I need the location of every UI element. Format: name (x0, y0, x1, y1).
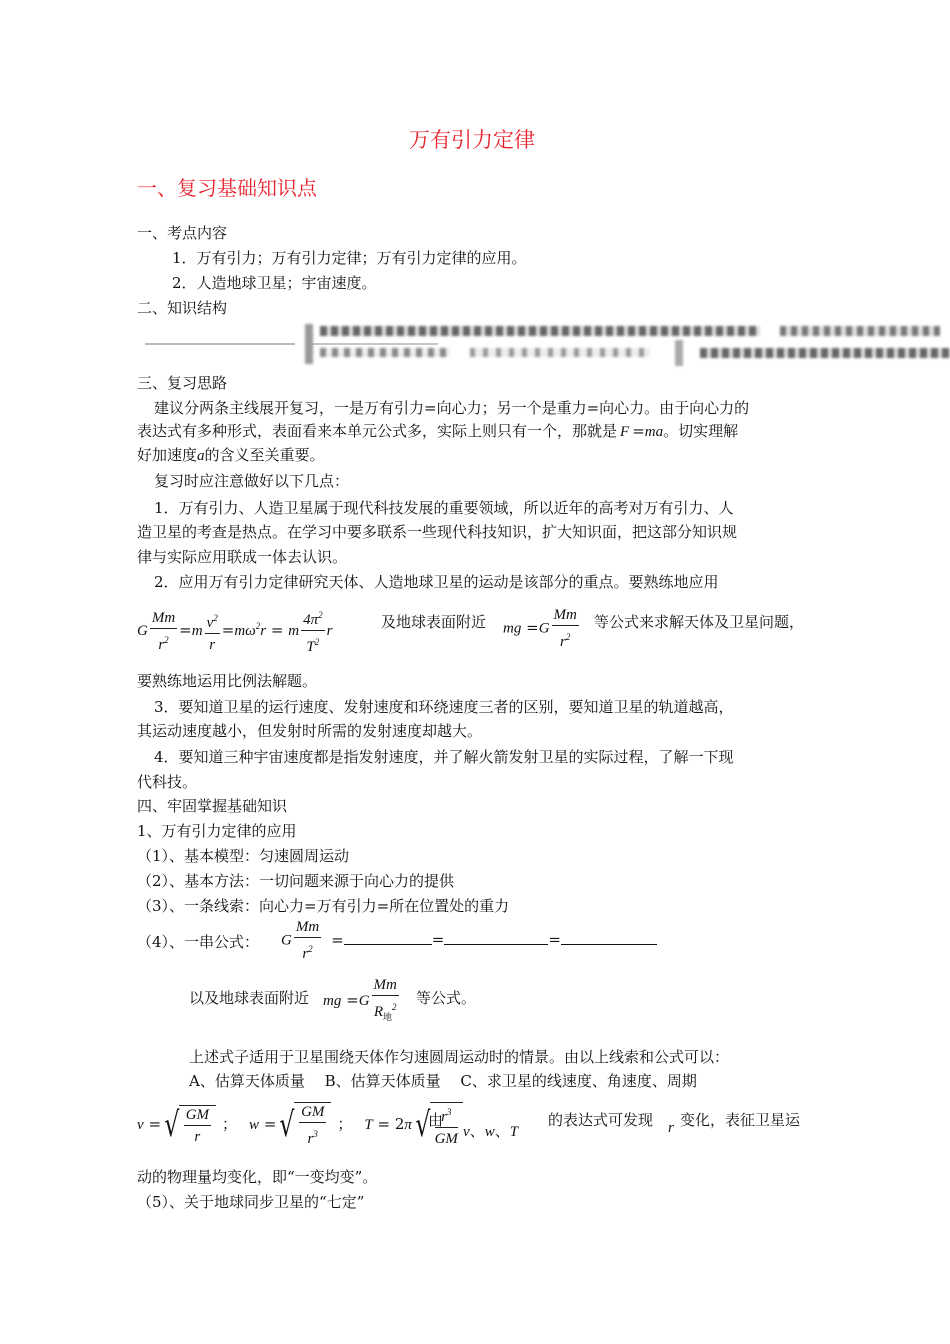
point-2-mid-text: 及地球表面附近 (381, 613, 487, 631)
sl-paragraph-line-1: 建议分两条主线展开复习，一是万有引力=向心力；另一个是重力=向心力。由于向心力的 (154, 399, 750, 417)
sl-paragraph-line-4: 复习时应注意做好以下几点： (154, 472, 350, 490)
s4-item-2: （2）、基本方法：一切问题来源于向心力的提供 (137, 872, 455, 890)
s4-item-4b-pre: 以及地球表面附近 (189, 989, 310, 1007)
s4-vars: v、w、T (463, 1122, 519, 1140)
point-3-line-2: 其运动速度越小，但发射时所需的发射速度却越大。 (137, 722, 483, 740)
s4-item-1: （1）、基本模型：匀速圆周运动 (137, 847, 350, 865)
knowledge-structure-image (140, 320, 950, 368)
s4-options: A、估算天体质量 B、估算天体质量 C、求卫星的线速度、角速度、周期 (189, 1072, 697, 1090)
s4-heading: 四、牢固掌握基础知识 (137, 797, 288, 815)
s4-item-3: （3）、一条线索：向心力=万有引力=所在位置处的重力 (137, 897, 510, 915)
s4-item-4-formula: G $\frac{Mm}{r^2}$ = = = (281, 918, 657, 963)
s4-description: 上述式子适用于卫星围绕天体作匀速圆周运动时的情景。由以上线索和公式可以： (189, 1048, 730, 1066)
s4-item-4-label: （4）、一串公式： (137, 933, 260, 951)
point-2-surface-formula: mg =G $\frac{Mm}{r^2}$ (503, 607, 577, 650)
sl-heading: 三、复习思路 (137, 374, 228, 392)
s4-item-4b-formula: mg =G $\frac{Mm}{R_地^2}$ (323, 977, 397, 1022)
kd-heading: 一、考点内容 (137, 224, 228, 242)
point-1-line-2: 造卫星的考查是热点。在学习中要多联系一些现代科技知识，扩大知识面，把这部分知识规 (137, 523, 738, 541)
point-2-formula-line: G $\frac{Mm}{r^2}$ =m $\frac{v^2}{r}$ $=m\omega^2r = m$ $\frac{4\pi^2}{T^2}$ r (137, 606, 332, 656)
page-title: 万有引力定律 (409, 128, 535, 152)
point-2-last-line: 要熟练地运用比例法解题。 (137, 672, 318, 690)
point-4-line-2: 代科技。 (137, 773, 198, 791)
s4-subheading: 1、万有引力定律的应用 (137, 822, 297, 840)
point-1-line-3: 律与实际应用联成一体去认识。 (137, 548, 348, 566)
section-heading: 一、复习基础知识点 (137, 176, 317, 200)
point-2-end-text: 等公式来求解天体及卫星问题， (594, 613, 805, 631)
s4-formula-end: 变化，表征卫星运 (680, 1111, 801, 1129)
kd-item-1: 1．万有引力；万有引力定律；万有引力定律的应用。 (172, 249, 527, 267)
kd-item-2: 2．人造地球卫星；宇宙速度。 (172, 274, 377, 292)
s4-formula-last: 动的物理量均变化，即“一变均变”。 (137, 1168, 378, 1186)
s4-item-4b-post: 等公式。 (416, 989, 477, 1007)
s4-item-5: （5）、关于地球同步卫星的“七定” (137, 1193, 365, 1211)
s4-velocity-formulas: v =√ $\frac{GM}{r}$ ； w =√ $\frac{GM}{r^3}$ ； T = 2π√ $\frac{r^3}{GM}$ (137, 1102, 463, 1148)
sl-paragraph-line-2: 表达式有多种形式，表面看来本单元公式多，实际上则只有一个，那就是 F =ma。切实理解 (137, 422, 739, 440)
sl-paragraph-line-3: 好加速度a的含义至关重要。 (137, 446, 325, 464)
s4-formula-you: 由 (428, 1111, 444, 1129)
s4-formula-mid: 的表达式可发现 (548, 1111, 654, 1129)
point-3-line-1: 3．要知道卫星的运行速度、发射速度和环绕速度三者的区别，要知道卫星的轨道越高， (154, 698, 734, 716)
point-2-line-1: 2．应用万有引力定律研究天体、人造地球卫星的运动是该部分的重点。要熟练地应用 (154, 573, 719, 591)
s4-var-r: r (668, 1120, 674, 1136)
point-1-line-1: 1．万有引力、人造卫星属于现代科技发展的重要领域，所以近年的高考对万有引力、人 (154, 499, 734, 517)
zs-heading: 二、知识结构 (137, 299, 228, 317)
point-4-line-1: 4．要知道三种宇宙速度都是指发射速度，并了解火箭发射卫星的实际过程，了解一下现 (154, 748, 734, 766)
